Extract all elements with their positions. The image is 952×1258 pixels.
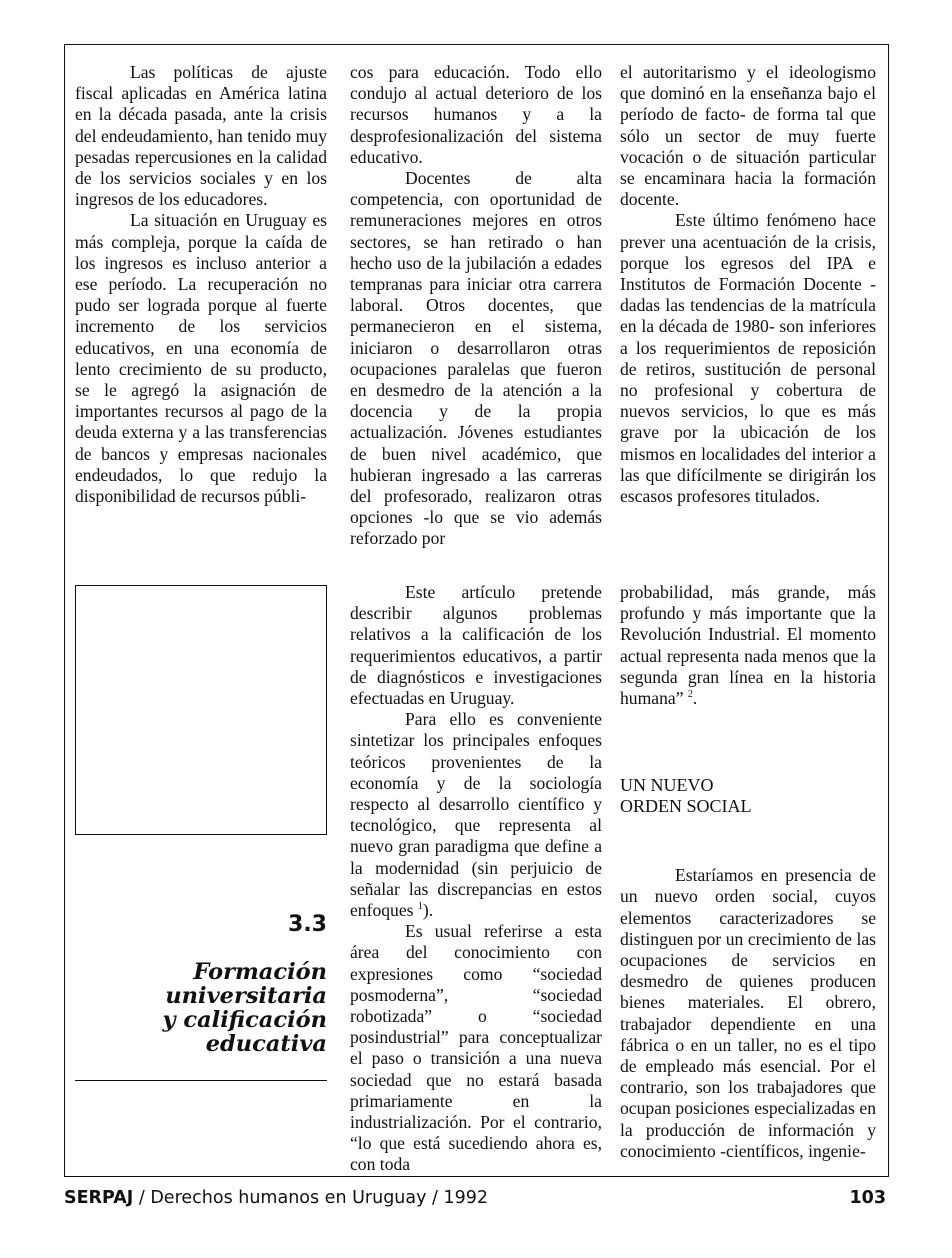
section-title-line: Formación: [193, 959, 327, 985]
section-divider: [75, 1080, 327, 1081]
subheading-line: UN NUEVO: [620, 775, 714, 796]
paragraph: Estaríamos en presencia de un nuevo orden social, cuyos elementos caracterizadores se distinguen por un crecimiento de las ocupaciones de servicios en desmedro de quienes producen bienes materiales. El obrero, trabajador dependiente en una fábrica o en un taller, no es el tipo de empleado más esencial. Por el contrario, son los trabajadores que ocupan posiciones especializadas en la producción de información y conocimiento -científicos, ingenie-: [620, 865, 876, 1161]
paragraph: Este artículo pretende describir algunos problemas relativos a la calificación de los requerimientos educativos, a partir de diagnósticos e investigaciones efectuadas en Uruguay.: [350, 582, 602, 709]
paragraph-text: Para ello es conveniente sintetizar los principales enfoques teóricos provenientes de la economía y de la sociología respecto al desarrollo científico y tecnológico, que representa al nuevo gran paradigma que define a la modernidad (sin perjuicio de señalar las discrepancias en estos enfoques: [350, 709, 602, 921]
footer-brand: SERPAJ: [64, 1188, 134, 1208]
paragraph: cos para educación. Todo ello condujo al actual deterioro de los recursos humanos y a la desprofesionalización del sistema educativo.: [350, 62, 602, 167]
paragraph: [350, 709, 602, 921]
paragraph: [620, 582, 876, 709]
bottom-column-3: [620, 582, 876, 1162]
section-number: 3.3: [288, 912, 327, 937]
section-title: [75, 960, 327, 1056]
top-column-3: [620, 62, 876, 507]
footer-publication: [64, 1188, 488, 1208]
paragraph: el autoritarismo y el ideologismo que dominó en la enseñanza bajo el período de facto- de forma tal que sólo un sector de muy fuerte vocación o de situación particular se encaminara hacia la formación docente.: [620, 62, 876, 210]
footer-title: / Derechos humanos en Uruguay / 1992: [133, 1188, 489, 1208]
paragraph-text: probabilidad, más grande, más profundo y más importante que la Revolución Industrial. El momento actual representa nada menos que la segunda gran línea en la historia humana”: [620, 582, 876, 709]
top-column-1: [75, 62, 327, 507]
section-title-line: educativa: [205, 1031, 327, 1057]
subheading: [620, 775, 876, 817]
paragraph-end: .: [692, 688, 698, 709]
paragraph-end: ).: [422, 900, 434, 921]
paragraph: Es usual referirse a esta área del conocimiento con expresiones como “sociedad posmoderna”, “sociedad robotizada” o “sociedad posindustrial” para conceptualizar el paso o transición a una nueva sociedad que no estará basada primariamente en la industrialización. Por el contrario, “lo que está sucediendo ahora es, con toda: [350, 921, 602, 1175]
section-title-line: universitaria: [165, 983, 327, 1009]
subheading-line: ORDEN SOCIAL: [620, 796, 752, 817]
empty-figure-box: [75, 585, 327, 835]
top-column-2: [350, 62, 602, 550]
paragraph: Docentes de alta competencia, con oportunidad de remuneraciones mejores en otros sectores, se han retirado o han hecho uso de la jubilación a edades tempranas para iniciar otra carrera laboral. Otros docentes, que permanecieron en el sistema, iniciaron o desarrollaron otras ocupaciones paralelas que fueron en desmedro de la atención a la docencia y de la propia actualización. Jóvenes estudiantes de buen nivel académico, que hubieran ingresado a las carreras del profesorado, realizaron otras opciones -lo que se vio además reforzado por: [350, 168, 602, 549]
paragraph: Las políticas de ajuste fiscal aplicadas en América latina en la década pasada, ante la crisis del endeudamiento, han tenido muy pesadas repercusiones en la calidad de los servicios sociales y en los ingresos de los educadores.: [75, 62, 327, 210]
footnote-ref: 1: [417, 901, 423, 913]
paragraph: La situación en Uruguay es más compleja, porque la caída de los ingresos es incluso anterior a ese período. La recuperación no pudo ser lograda porque al fuerte incremento de los servicios educativos, en una economía de lento crecimiento de su producto, se le agregó la asignación de importantes recursos al pago de la deuda externa y a las transferencias de bancos y empresas nacionales endeudados, lo que redujo la disponibilidad de recursos públi-: [75, 210, 327, 507]
section-title-line: y calificación: [162, 1007, 327, 1033]
bottom-column-2: [350, 582, 602, 1176]
footnote-ref: 2: [687, 689, 693, 701]
paragraph: Este último fenómeno hace prever una acentuación de la crisis, porque los egresos del IPA e Institutos de Formación Docente -dadas las tendencias de la matrícula en la década de 1980- son inferiores a los requerimientos de reposición de retiros, sustitución de personal no profesional y cobertura de nuevos servicios, lo que es más grave por la ubicación de los mismos en localidades del interior a las que difícilmente se dirigirán los escasos profesores titulados.: [620, 210, 876, 507]
page-number: 103: [849, 1188, 886, 1208]
